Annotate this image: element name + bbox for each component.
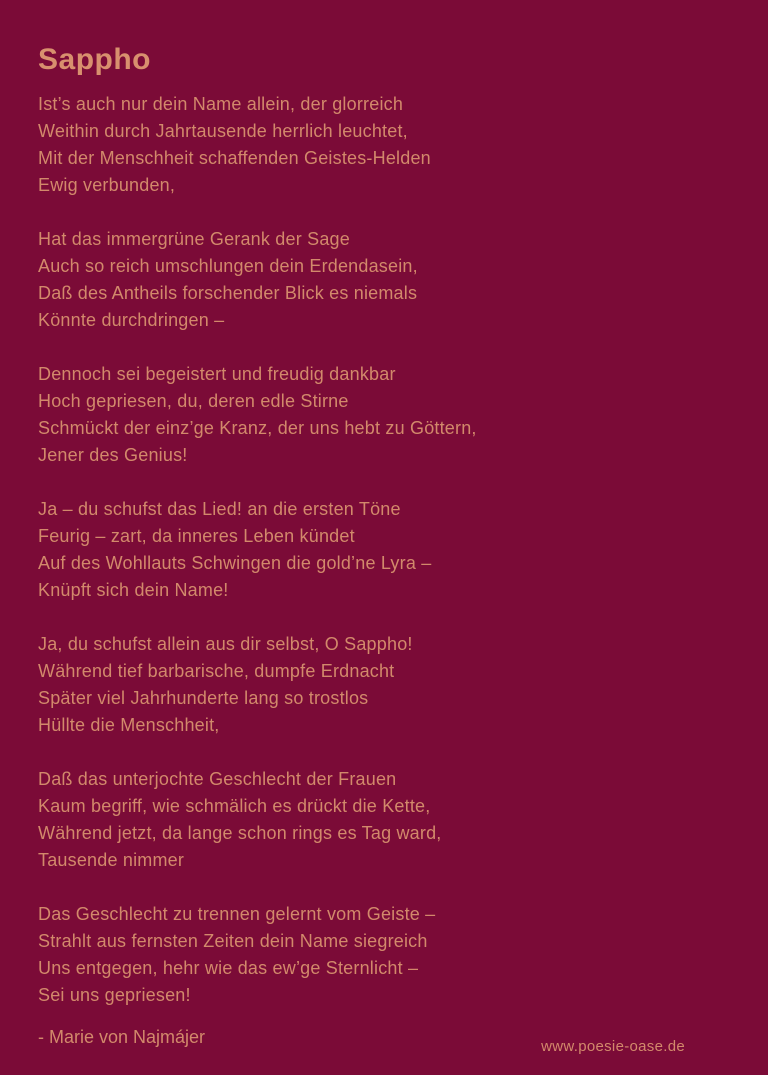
poem-line: Dennoch sei begeistert und freudig dankbar bbox=[38, 364, 396, 384]
poem-stanza bbox=[38, 361, 730, 469]
poem-line: Hat das immergrüne Gerank der Sage bbox=[38, 229, 350, 249]
poem-line: Später viel Jahrhunderte lang so trostlos bbox=[38, 688, 369, 708]
poem-stanza bbox=[38, 631, 730, 739]
poem-author: - Marie von Najmájer bbox=[38, 1027, 206, 1047]
poem-line: Auch so reich umschlungen dein Erdendasein, bbox=[38, 256, 418, 276]
poem-line: Während tief barbarische, dumpfe Erdnacht bbox=[38, 661, 395, 681]
poem-line: Das Geschlecht zu trennen gelernt vom Geiste – bbox=[38, 904, 436, 924]
poem-line: Hüllte die Menschheit, bbox=[38, 715, 220, 735]
poem-stanza bbox=[38, 91, 730, 199]
poem-line: Hoch gepriesen, du, deren edle Stirne bbox=[38, 391, 349, 411]
poem-line: Uns entgegen, hehr wie das ew’ge Sternlicht – bbox=[38, 958, 419, 978]
poem-line: Schmückt der einz’ge Kranz, der uns hebt zu Göttern, bbox=[38, 418, 477, 438]
poem-stanza bbox=[38, 226, 730, 334]
poem-stanza bbox=[38, 496, 730, 604]
poem-line: Jener des Genius! bbox=[38, 445, 188, 465]
poem-line: Daß des Antheils forschender Blick es niemals bbox=[38, 283, 418, 303]
poem-line: Ewig verbunden, bbox=[38, 175, 176, 195]
poem-stanza bbox=[38, 766, 730, 874]
poem-line: Strahlt aus fernsten Zeiten dein Name siegreich bbox=[38, 931, 428, 951]
poem-stanza bbox=[38, 901, 730, 1009]
poem-line: Könnte durchdringen – bbox=[38, 310, 225, 330]
poem-line: Daß das unterjochte Geschlecht der Frauen bbox=[38, 769, 397, 789]
poem-line: Tausende nimmer bbox=[38, 850, 185, 870]
poem-stanzas bbox=[38, 91, 730, 1009]
poem-line: Ja, du schufst allein aus dir selbst, O Sappho! bbox=[38, 634, 413, 654]
poem-line: Sei uns gepriesen! bbox=[38, 985, 191, 1005]
poem-line: Feurig – zart, da inneres Leben kündet bbox=[38, 526, 355, 546]
poem-line: Weithin durch Jahrtausende herrlich leuchtet, bbox=[38, 121, 408, 141]
poem-line: Kaum begriff, wie schmälich es drückt die Kette, bbox=[38, 796, 431, 816]
poem-line: Ja – du schufst das Lied! an die ersten Töne bbox=[38, 499, 401, 519]
poem-line: Während jetzt, da lange schon rings es Tag ward, bbox=[38, 823, 442, 843]
poem-line: Ist’s auch nur dein Name allein, der glorreich bbox=[38, 94, 404, 114]
poem-line: Knüpft sich dein Name! bbox=[38, 580, 229, 600]
poem-title: Sappho bbox=[38, 43, 151, 76]
site-watermark: www.poesie-oase.de bbox=[541, 1038, 685, 1055]
poem-line: Auf des Wohllauts Schwingen die gold’ne Lyra – bbox=[38, 553, 432, 573]
poem-line: Mit der Menschheit schaffenden Geistes-Helden bbox=[38, 148, 431, 168]
